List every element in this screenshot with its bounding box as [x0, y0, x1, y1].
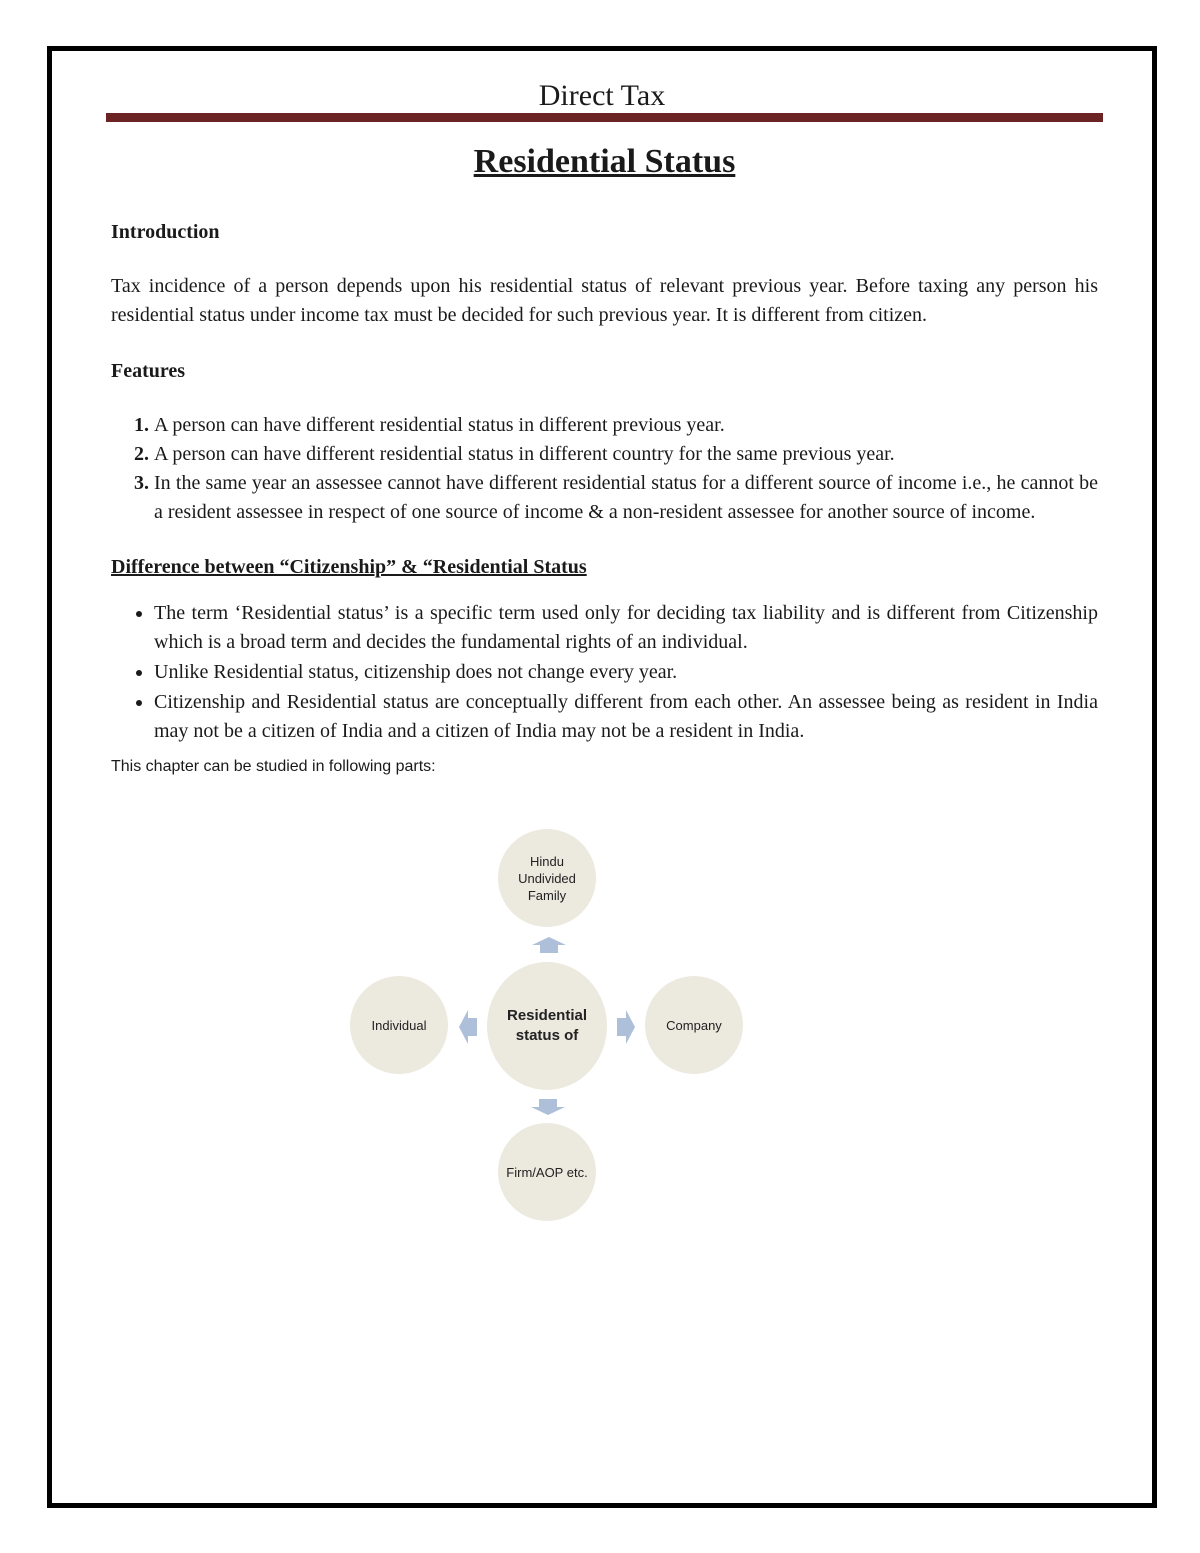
header-title: Direct Tax [538, 79, 666, 112]
introduction-heading: Introduction [111, 221, 220, 243]
difference-list [111, 599, 1098, 746]
features-item: 3. In the same year an assessee cannot have different residential status for a different source of income i.e., he cannot be a resident assessee in respect of one source of income & a non-resident assessee for another source of income. [154, 469, 1098, 527]
diagram-node-right-label: Company [666, 1017, 722, 1033]
diagram-node-right [645, 976, 743, 1074]
difference-item: • Unlike Residential status, citizenship does not change every year. [154, 658, 1098, 687]
introduction-text: Tax incidence of a person depends upon his residential status of relevant previous year. Before taxing any person his residential status under income tax must be decided for such previous year. It is different from citizen. [111, 275, 1098, 326]
diagram-node-top [498, 829, 596, 927]
diagram-node-left [350, 976, 448, 1074]
chapter-note: This chapter can be studied in following parts: [111, 758, 436, 775]
difference-heading: Difference between “Citizenship” & “Residential Status [111, 556, 587, 578]
difference-item: • The term ‘Residential status’ is a specific term used only for deciding tax liability and is different from Citizenship which is a broad term and decides the fundamental rights of an individual. [154, 599, 1098, 657]
diagram-node-center-label: Residential status of [506, 1007, 588, 1044]
diagram-node-left-label: Individual [371, 1017, 427, 1033]
features-item: 2. A person can have different residential status in different country for the same previous year. [154, 440, 1098, 469]
document-title: Residential Status [473, 143, 736, 180]
diagram-node-bottom [498, 1123, 596, 1221]
page-border [47, 46, 1157, 1508]
diagram-node-top-label: Hindu Undivided Family [518, 853, 576, 903]
features-heading: Features [111, 360, 186, 382]
arrow-down-icon [530, 1098, 566, 1116]
difference-item: • Citizenship and Residential status are conceptually different from each other. An assessee being as resident in India may not be a citizen of India and a citizen of India may not be a resident in India. [154, 688, 1098, 746]
diagram-node-bottom-label: Firm/AOP etc. [506, 1164, 588, 1180]
arrow-up-icon [531, 936, 567, 954]
features-list [111, 411, 1098, 527]
document-body [111, 143, 1098, 776]
diagram-node-center [487, 962, 607, 1090]
header-rule [106, 113, 1103, 122]
features-item: 1. A person can have different residential status in different previous year. [154, 411, 1098, 440]
arrow-left-icon [458, 1009, 478, 1045]
arrow-right-icon [616, 1009, 636, 1045]
